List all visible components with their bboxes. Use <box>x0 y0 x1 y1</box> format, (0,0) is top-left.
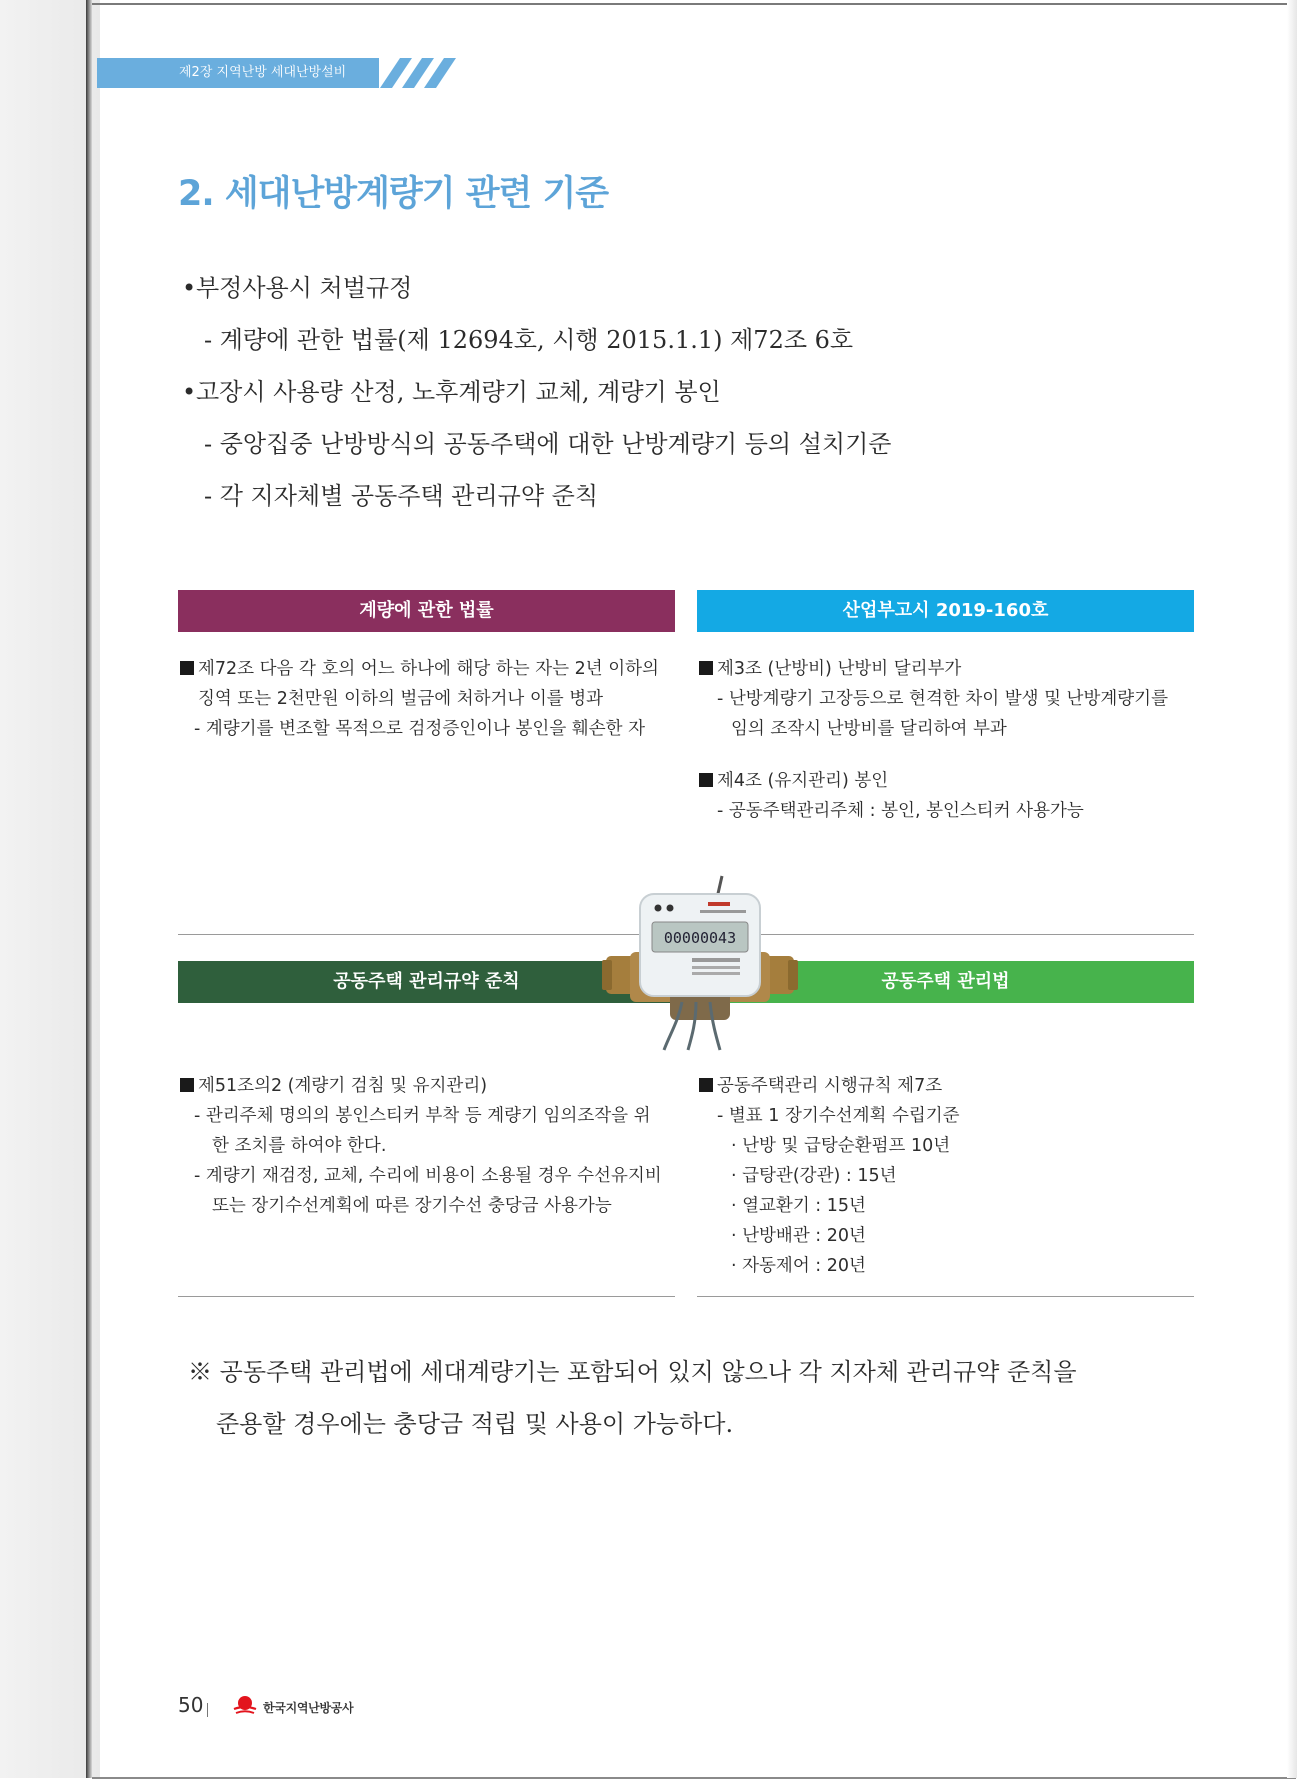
square-bullet-icon <box>699 773 713 787</box>
footnote-line: ※ 공동주택 관리법에 세대계량기는 포함되어 있지 않으나 각 지자체 관리규약 준칙을 <box>188 1358 1077 1386</box>
bullet-icon: • <box>182 378 197 406</box>
square-bullet-icon <box>699 661 713 675</box>
kdhc-logo-icon <box>232 1694 258 1716</box>
panel-line: · 자동제어 : 20년 <box>731 1256 866 1276</box>
housing-panel-header: 공동주택 관리법 <box>697 961 1194 1003</box>
bullet-icon: • <box>182 274 197 302</box>
chapter-tab-stripes <box>380 58 470 88</box>
panel-line: - 공동주택관리주체 : 봉인, 봉인스티커 사용가능 <box>717 801 1084 821</box>
panel-line: - 별표 1 장기수선계획 수립기준 <box>717 1106 960 1126</box>
page-edge <box>1287 0 1297 1778</box>
panel-line: 제72조 다음 각 호의 어느 하나에 해당 하는 자는 2년 이하의 <box>180 654 659 684</box>
summary-item: •고장시 사용량 산정, 노후계량기 교체, 계량기 봉인 <box>182 372 891 424</box>
kdhc-logo-text: 한국지역난방공사 <box>263 1701 354 1715</box>
summary-item: - 중앙집중 난방방식의 공동주택에 대한 난방계량기 등의 설치기준 <box>204 430 892 458</box>
panel-line: 제51조의2 (계량기 검침 및 유지관리) <box>180 1071 662 1101</box>
law-panel-header: 계량에 관한 법률 <box>178 590 675 632</box>
rules-bottom-divider <box>178 1296 675 1297</box>
panel-line: · 난방 및 급탕순환펌프 10년 <box>731 1136 951 1156</box>
law-panel-body <box>180 654 659 744</box>
summary-item: - 계량에 관한 법률(제 12694호, 시행 2015.1.1) 제72조 6호 <box>204 326 854 354</box>
chapter-tab: 제2장 지역난방 세대난방설비 <box>97 58 379 88</box>
page-number-separator <box>207 1703 208 1717</box>
notice-panel-header: 산업부고시 2019-160호 <box>697 590 1194 632</box>
panel-line: 징역 또는 2천만원 이하의 벌금에 처하거나 이를 병과 <box>198 689 604 709</box>
page-number: 50 <box>178 1693 204 1717</box>
panel-line: - 계량기를 변조할 목적으로 검정증인이나 봉인을 훼손한 자 <box>194 719 645 739</box>
panel-line: · 급탕관(강관) : 15년 <box>731 1166 897 1186</box>
summary-item: - 각 지자체별 공동주택 관리규약 준칙 <box>204 482 599 510</box>
panel-line: · 난방배관 : 20년 <box>731 1226 866 1246</box>
footnote-line: 준용할 경우에는 충당금 적립 및 사용이 가능하다. <box>216 1410 734 1438</box>
panel-line: · 열교환기 : 15년 <box>731 1196 866 1216</box>
panel-line: - 관리주체 명의의 봉인스티커 부착 등 계량기 임의조작을 위 <box>194 1106 651 1126</box>
panel-line: 임의 조작시 난방비를 달리하여 부과 <box>731 719 1007 739</box>
panel-line: 제3조 (난방비) 난방비 달리부가 <box>699 654 1168 684</box>
page-background <box>0 0 100 1778</box>
square-bullet-icon <box>180 1078 194 1092</box>
section-title: 2. 세대난방계량기 관련 기준 <box>178 174 609 214</box>
panel-line: 공동주택관리 시행규칙 제7조 <box>699 1071 960 1101</box>
square-bullet-icon <box>180 661 194 675</box>
panel-line: 한 조치를 하여야 한다. <box>212 1136 387 1156</box>
rules-panel-body <box>180 1071 662 1221</box>
square-bullet-icon <box>699 1078 713 1092</box>
rules-panel-header: 공동주택 관리규약 준칙 <box>178 961 675 1003</box>
housing-bottom-divider <box>697 1296 1194 1297</box>
meter-display-readout: 00000043 <box>663 929 737 947</box>
heat-meter-image <box>600 872 800 1052</box>
panel-line: 또는 장기수선계획에 따른 장기수선 충당금 사용가능 <box>212 1196 612 1216</box>
panel-line: 제4조 (유지관리) 봉인 <box>699 766 1168 796</box>
notice-panel-body <box>699 654 1168 826</box>
summary-list <box>182 268 891 528</box>
summary-item: •부정사용시 처벌규정 <box>182 268 891 320</box>
panel-line: - 계량기 재검정, 교체, 수리에 비용이 소용될 경우 수선유지비 <box>194 1166 662 1186</box>
panel-line: - 난방계량기 고장등으로 현격한 차이 발생 및 난방계량기를 <box>717 689 1168 709</box>
housing-panel-body <box>699 1071 960 1281</box>
footnote <box>188 1346 1077 1450</box>
